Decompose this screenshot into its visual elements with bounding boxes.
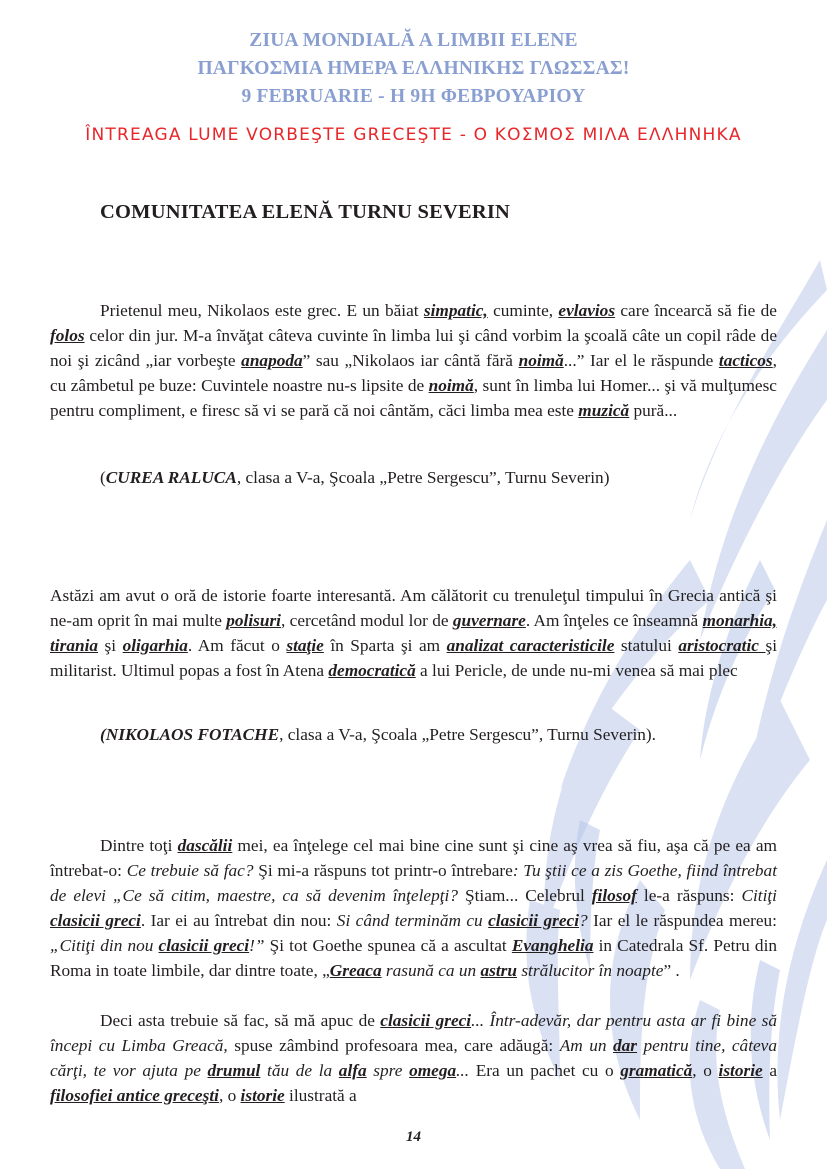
text: Era un pachet cu o: [469, 1061, 621, 1080]
italic-text: Ce trebuie să fac?: [126, 861, 254, 880]
italic-text: Am un: [559, 1036, 614, 1055]
text: Dintre toţi: [100, 836, 178, 855]
keyword: folos: [50, 326, 85, 345]
italic-text: ... Într-adevăr, dar pentru asta ar fi bine să începi cu Limba Greacă,: [50, 1011, 778, 1055]
text: Deci asta trebuie să fac, să mă apuc de: [100, 1011, 381, 1030]
text: şi: [98, 636, 123, 655]
text: , sunt în limba lui Homer... şi vă mulţumesc pentru compliment, e firesc să vi se pară că noi cântăm, căci limba mea este: [50, 376, 777, 420]
keyword: alfa: [338, 1061, 367, 1080]
italic-text: Si când terminăm cu: [336, 911, 489, 930]
text: ” .: [663, 961, 680, 980]
text: şi militarist. Ultimul popas a fost în Atena: [50, 636, 777, 680]
text: , o: [692, 1061, 719, 1080]
italic-text: „Citiţi din nou: [50, 936, 159, 955]
page-number: 14: [406, 1129, 421, 1145]
keyword: gramatică: [620, 1061, 693, 1080]
text: celor din jur. M-a învăţat câteva cuvinte în limba lui şi când vorbim la şcoală câte un copil râde de noi şi zicând „iar vorbeşte: [50, 326, 777, 370]
text: , clasa a V-a, Şcoala „Petre Sergescu”, Turnu Severin).: [279, 725, 656, 744]
text: cuminte,: [487, 301, 559, 320]
keyword: aristocratic: [678, 636, 766, 655]
keyword: dar: [613, 1036, 638, 1055]
italic-text: !”: [249, 936, 265, 955]
text: mei, ea înţelege cel mai bine cine sunt şi cine aş vrea să fiu, aşa că pe ea am întrebat-o:: [50, 836, 777, 880]
keyword: analizat caracteristicile: [446, 636, 615, 655]
italic-text: rasună ca un: [381, 961, 481, 980]
motto-line: ÎNTREAGA LUME VORBEŞTE GRECEŞTE - Ο ΚΟΣΜΟΣ ΜΙΛΑ ΕΛΛΗΝΗΚΑ: [85, 125, 742, 145]
keyword: Evanghelia: [511, 936, 594, 955]
text: a: [762, 1061, 778, 1080]
keyword: clasicii greci: [380, 1011, 472, 1030]
keyword: dascălii: [177, 836, 233, 855]
header-title-greek: ΠΑΓΚΟΣΜΙΑ ΗΜΕΡΑ ΕΛΛΗΝΙΚΗΣ ΓΛΩΣΣΑΣ!: [197, 58, 630, 79]
text: Astăzi am avut o oră de istorie foarte interesantă. Am călătorit cu trenuleţul timpului în Grecia antică şi ne-am oprit în mai multe: [50, 586, 777, 630]
keyword: drumul: [207, 1061, 261, 1080]
italic-text: pentru tine, câteva cărţi, te vor ajuta pe: [50, 1036, 777, 1080]
text: . Iar ei au întrebat din nou:: [140, 911, 337, 930]
paragraph-3: [50, 833, 777, 983]
italic-text: spre: [366, 1061, 410, 1080]
paragraph-4: [50, 1008, 777, 1108]
keyword: evlavios: [558, 301, 616, 320]
keyword: guvernare: [452, 611, 526, 630]
author-credit-1: [100, 465, 800, 490]
text: Iar el le răspundea mereu:: [587, 911, 777, 930]
paragraph-2: [50, 583, 777, 683]
keyword: Greaca: [329, 961, 382, 980]
text: Şi mi-a răspuns tot printr-o întrebare: [253, 861, 513, 880]
text: a lui Pericle, de unde nu-mi venea să mai plec: [415, 661, 738, 680]
italic-text: strălucitor în noapte: [517, 961, 664, 980]
text: Şi tot Goethe spunea că a ascultat: [264, 936, 512, 955]
keyword: muzică: [578, 401, 630, 420]
italic-text: ...: [456, 1061, 470, 1080]
text: ...” Iar el le răspunde: [563, 351, 719, 370]
text: , clasa a V-a, Şcoala „Petre Sergescu”, Turnu Severin): [236, 468, 610, 487]
page-header: [0, 27, 827, 111]
text: ” sau „Nikolaos iar cântă fără: [302, 351, 519, 370]
header-date: 9 FEBRUARIE - Η 9Η ΦΕΒΡΟΥΑΡΙΟΥ: [241, 86, 586, 107]
keyword: noimă: [428, 376, 474, 395]
text: spuse zâmbind profesoara mea, care adăugă:: [227, 1036, 560, 1055]
keyword: monarhia, tirania: [50, 611, 777, 655]
keyword: clasicii greci: [50, 911, 141, 930]
text: ilustrată a: [284, 1086, 357, 1105]
author-credit-2: [100, 722, 800, 747]
author-name: CUREA RALUCA: [105, 468, 237, 487]
keyword: tacticos: [718, 351, 773, 370]
text: (: [100, 468, 106, 487]
text: le-a răspuns:: [636, 886, 742, 905]
italic-text: : Tu ştii ce a zis Goethe, fiind întrebat de elevi „Ce să citim, maestre, ca să devenim înţelepţi?: [50, 861, 777, 905]
italic-text: ?: [579, 911, 588, 930]
text: care încearcă să fie de: [615, 301, 777, 320]
keyword: clasicii greci: [158, 936, 250, 955]
header-title-romanian: ZIUA MONDIALĂ A LIMBII ELENE: [249, 30, 578, 51]
text: , cu zâmbetul pe buze: Cuvintele noastre nu-s lipsite de: [50, 351, 777, 395]
text: în Sparta şi am: [323, 636, 447, 655]
text: statului: [614, 636, 679, 655]
keyword: filosofiei antice greceşti: [50, 1086, 219, 1105]
text: , cercetând modul lor de: [280, 611, 453, 630]
author-name: (NIKOLAOS FOTACHE: [100, 725, 280, 744]
keyword: simpatic,: [423, 301, 488, 320]
keyword: istorie: [240, 1086, 285, 1105]
keyword: polisuri: [226, 611, 281, 630]
text: , o: [218, 1086, 241, 1105]
text: Ştiam... Celebrul: [457, 886, 592, 905]
keyword: istorie: [718, 1061, 763, 1080]
paragraph-1: [50, 298, 777, 423]
italic-text: tău de la: [260, 1061, 339, 1080]
keyword: noimă: [518, 351, 564, 370]
keyword: staţie: [286, 636, 324, 655]
keyword: oligarhia: [122, 636, 188, 655]
text: pură...: [629, 401, 678, 420]
italic-text: Citiţi: [741, 886, 777, 905]
keyword: filosof: [591, 886, 637, 905]
text: Prietenul meu, Nikolaos este grec. E un băiat: [100, 301, 424, 320]
keyword: astru: [480, 961, 518, 980]
keyword: omega: [409, 1061, 457, 1080]
keyword: democratică: [328, 661, 416, 680]
keyword: anapoda: [241, 351, 303, 370]
text: . Am făcut o: [187, 636, 287, 655]
text: . Am înţeles ce înseamnă: [525, 611, 703, 630]
keyword: clasicii greci: [488, 911, 579, 930]
section-title: COMUNITATEA ELENĂ TURNU SEVERIN: [100, 201, 511, 223]
text: in Catedrala Sf. Petru din Roma in toate limbile, dar dintre toate, „: [50, 936, 778, 980]
